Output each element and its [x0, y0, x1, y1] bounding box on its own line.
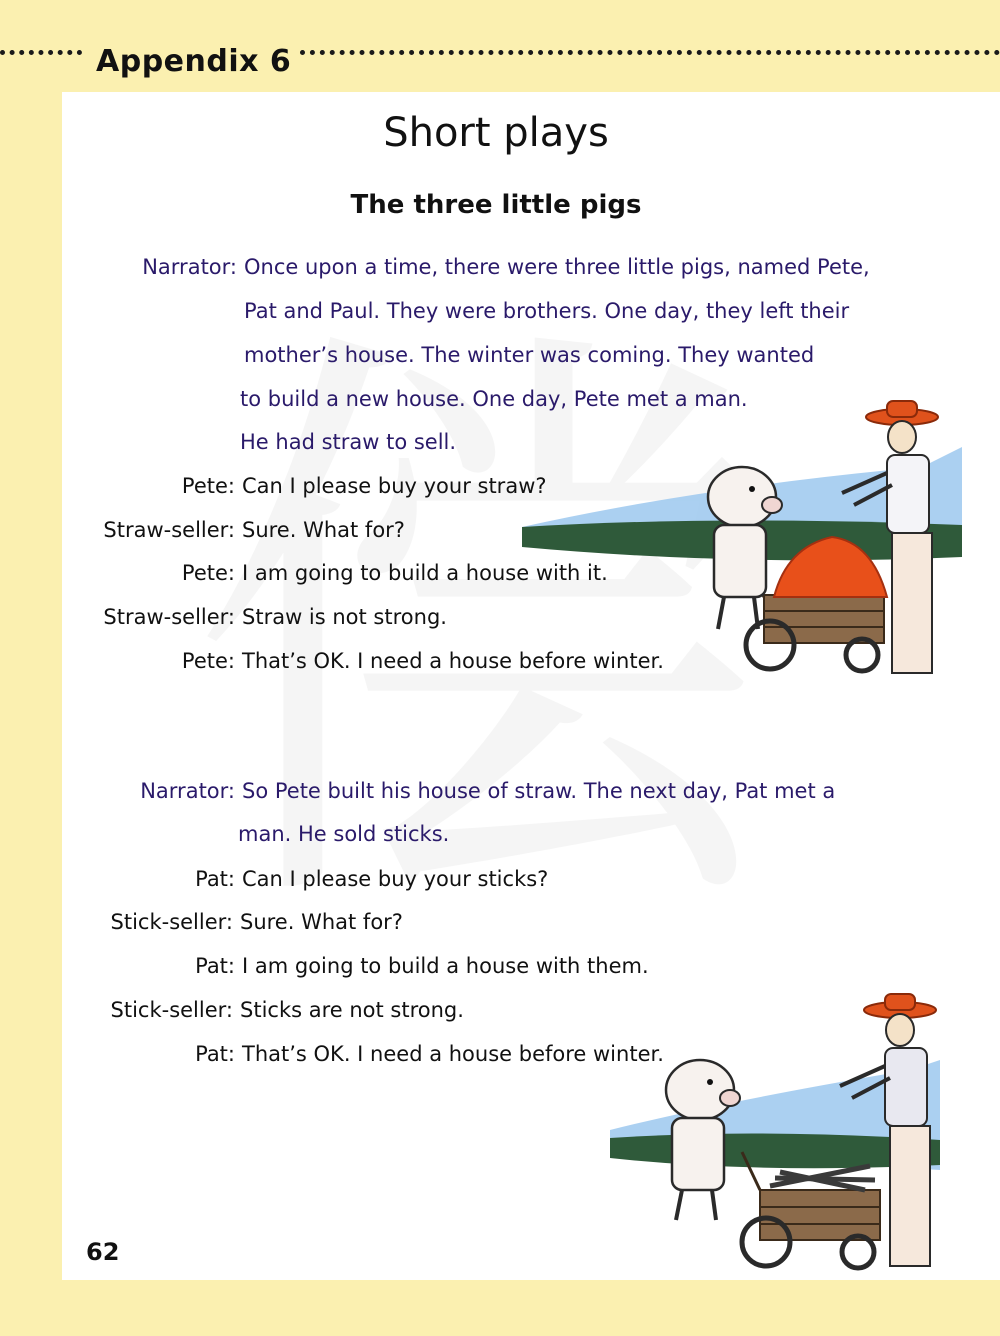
narration-text: He had straw to sell. [240, 430, 457, 454]
sticks-icon [770, 1166, 875, 1190]
narration-text: mother’s house. The winter was coming. They wanted [244, 343, 815, 367]
speaker-label: Straw-seller: [103, 605, 235, 629]
speaker-label: Pete: [181, 474, 235, 498]
dialogue-text: Straw is not strong. [242, 605, 447, 629]
narration-text: man. He sold sticks. [238, 822, 450, 846]
dialogue-text: I am going to build a house with them. [242, 954, 649, 978]
straw-seller-illustration [502, 397, 972, 687]
speaker-label: Pat: [195, 954, 235, 978]
speaker-label: Pete: [181, 561, 235, 585]
speaker-label: Pat: [195, 867, 235, 891]
speaker-label: Stick-seller: [110, 998, 233, 1022]
narration-text: to build a new house. One day, Pete met a man. [240, 387, 748, 411]
dialogue-text: Can I please buy your sticks? [242, 867, 549, 891]
dialogue-text: Sure. What for? [242, 518, 405, 542]
speaker-label: Pat: [195, 1042, 235, 1066]
dialogue-text: Sticks are not strong. [240, 998, 464, 1022]
dialogue-text: That’s OK. I need a house before winter. [242, 649, 664, 673]
narration-text: Pat and Paul. They were brothers. One day, they left their [244, 299, 850, 323]
play-title: The three little pigs [350, 190, 642, 220]
speaker-label: Narrator: [140, 779, 235, 803]
narration-text: Once upon a time, there were three little pigs, named Pete, [244, 255, 870, 279]
page-number: 62 [86, 1238, 120, 1266]
speaker-label: Narrator: [142, 255, 237, 279]
dialogue-text: Can I please buy your straw? [242, 474, 547, 498]
appendix-title: Appendix 6 [96, 44, 292, 79]
dialogue-text: I am going to build a house with it. [242, 561, 608, 585]
page-title: Short plays [383, 110, 609, 156]
header-dotted-rule-right [300, 50, 1000, 55]
narration-text: So Pete built his house of straw. The next day, Pat met a [242, 779, 836, 803]
header-dotted-rule-left [0, 50, 82, 55]
stick-seller-illustration [610, 990, 950, 1280]
appendix-header [0, 0, 1000, 92]
dialogue-text: Sure. What for? [240, 910, 403, 934]
speaker-label: Stick-seller: [110, 910, 233, 934]
page-content [62, 92, 1000, 1280]
speaker-label: Straw-seller: [103, 518, 235, 542]
dialogue-text: That’s OK. I need a house before winter. [242, 1042, 664, 1066]
speaker-label: Pete: [181, 649, 235, 673]
